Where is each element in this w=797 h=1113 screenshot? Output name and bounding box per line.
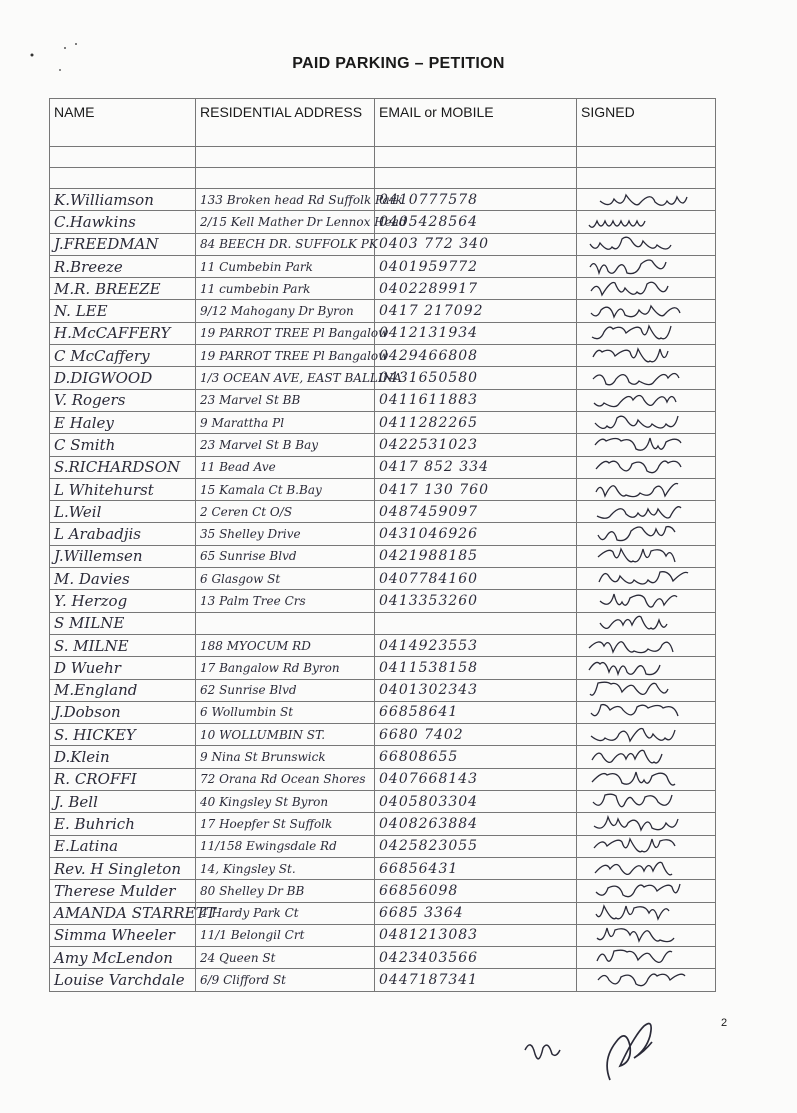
signature-scribble	[581, 435, 709, 455]
margin-signature-scribble	[520, 1010, 680, 1090]
signature-cell	[577, 902, 716, 924]
signatory-name: E. Buhrich	[50, 813, 196, 835]
signature-scribble	[581, 190, 709, 210]
signature-scribble	[581, 702, 709, 722]
signature-scribble	[581, 234, 709, 254]
signature-cell	[577, 634, 716, 656]
signature-cell	[577, 255, 716, 277]
signature-cell	[577, 322, 716, 344]
email-or-mobile: 66856098	[375, 880, 577, 902]
residential-address: 17 Hoepfer St Suffolk	[196, 813, 375, 835]
signature-cell	[577, 880, 716, 902]
residential-address: 62 Sunrise Blvd	[196, 679, 375, 701]
residential-address: 23 Marvel St B Bay	[196, 434, 375, 456]
table-row	[50, 568, 716, 590]
email-or-mobile: 0421988185	[375, 545, 577, 567]
email-or-mobile: 0403 772 340	[375, 233, 577, 255]
residential-address: 6 Glasgow St	[196, 568, 375, 590]
table-row	[50, 278, 716, 300]
signature-scribble	[581, 480, 709, 500]
signature-scribble	[581, 390, 709, 410]
email-or-mobile: 0401302343	[375, 679, 577, 701]
signature-scribble	[581, 948, 709, 968]
signature-scribble	[581, 925, 709, 945]
signature-cell	[577, 523, 716, 545]
email-or-mobile: 0411538158	[375, 657, 577, 679]
table-row	[50, 345, 716, 367]
petition-table	[49, 98, 716, 992]
signature-scribble	[581, 279, 709, 299]
table-row	[50, 701, 716, 723]
signature-scribble	[581, 836, 709, 856]
signature-scribble	[581, 680, 709, 700]
blank-cell	[50, 147, 196, 168]
signatory-name: L Whitehurst	[50, 478, 196, 500]
petition-title: PAID PARKING – PETITION	[292, 55, 505, 72]
table-row	[50, 768, 716, 790]
email-or-mobile: 66858641	[375, 701, 577, 723]
residential-address: 15 Kamala Ct B.Bay	[196, 478, 375, 500]
column-header-contact: EMAIL or MOBILE	[375, 99, 577, 147]
signatory-name: D.Klein	[50, 746, 196, 768]
table-row	[50, 478, 716, 500]
signature-cell	[577, 211, 716, 233]
email-or-mobile: 6680 7402	[375, 724, 577, 746]
signature-scribble	[581, 769, 709, 789]
residential-address: 9/12 Mahogany Dr Byron	[196, 300, 375, 322]
signatory-name: E.Latina	[50, 835, 196, 857]
table-row	[50, 255, 716, 277]
signatory-name: E Haley	[50, 411, 196, 433]
signature-scribble	[581, 903, 709, 923]
table-row	[50, 211, 716, 233]
blank-cell	[577, 147, 716, 168]
residential-address: 84 BEECH DR. SUFFOLK PK	[196, 233, 375, 255]
signature-cell	[577, 411, 716, 433]
email-or-mobile: 66808655	[375, 746, 577, 768]
table-row	[50, 233, 716, 255]
signatory-name: R.Breeze	[50, 255, 196, 277]
table-row	[50, 791, 716, 813]
residential-address: 24 Queen St	[196, 947, 375, 969]
residential-address: 35 Shelley Drive	[196, 523, 375, 545]
blank-cell	[196, 147, 375, 168]
residential-address: 11 Cumbebin Park	[196, 255, 375, 277]
signatory-name: Y. Herzog	[50, 590, 196, 612]
column-header-signed: SIGNED	[577, 99, 716, 147]
email-or-mobile	[375, 612, 577, 634]
table-row	[50, 501, 716, 523]
signatory-name: S.RICHARDSON	[50, 456, 196, 478]
table-row	[50, 835, 716, 857]
residential-address: 72 Orana Rd Ocean Shores	[196, 768, 375, 790]
signatory-name: S. HICKEY	[50, 724, 196, 746]
signature-cell	[577, 300, 716, 322]
signature-cell	[577, 478, 716, 500]
residential-address: 13 Palm Tree Crs	[196, 590, 375, 612]
signature-cell	[577, 456, 716, 478]
residential-address: 188 MYOCUM RD	[196, 634, 375, 656]
signatory-name: N. LEE	[50, 300, 196, 322]
email-or-mobile: 0487459097	[375, 501, 577, 523]
signature-cell	[577, 768, 716, 790]
blank-cell	[50, 168, 196, 189]
signature-cell	[577, 969, 716, 991]
signature-scribble	[581, 301, 709, 321]
table-row	[50, 411, 716, 433]
signature-cell	[577, 278, 716, 300]
residential-address: 11 cumbebin Park	[196, 278, 375, 300]
email-or-mobile: 0414923553	[375, 634, 577, 656]
email-or-mobile: 66856431	[375, 857, 577, 879]
table-row	[50, 947, 716, 969]
signature-scribble	[581, 546, 709, 566]
signatory-name: D Wuehr	[50, 657, 196, 679]
signature-cell	[577, 924, 716, 946]
signature-cell	[577, 568, 716, 590]
signature-cell	[577, 746, 716, 768]
table-row	[50, 657, 716, 679]
petition-rows	[50, 147, 716, 992]
signature-cell	[577, 389, 716, 411]
signature-cell	[577, 434, 716, 456]
signature-cell	[577, 701, 716, 723]
table-row	[50, 189, 716, 211]
table-row	[50, 880, 716, 902]
email-or-mobile: 0429466808	[375, 345, 577, 367]
email-or-mobile: 0425823055	[375, 835, 577, 857]
table-row	[50, 924, 716, 946]
signature-scribble	[581, 970, 709, 990]
residential-address	[196, 612, 375, 634]
signature-cell	[577, 947, 716, 969]
signatory-name: Louise Varchdale	[50, 969, 196, 991]
signatory-name: J.Willemsen	[50, 545, 196, 567]
signatory-name: Rev. H Singleton	[50, 857, 196, 879]
table-row	[50, 456, 716, 478]
signature-scribble	[581, 346, 709, 366]
residential-address: 11 Bead Ave	[196, 456, 375, 478]
email-or-mobile: 0417 217092	[375, 300, 577, 322]
table-row	[50, 590, 716, 612]
email-or-mobile: 0407668143	[375, 768, 577, 790]
signature-cell	[577, 367, 716, 389]
signatory-name: M.R. BREEZE	[50, 278, 196, 300]
table-row	[50, 367, 716, 389]
residential-address: 4 Hardy Park Ct	[196, 902, 375, 924]
residential-address: 40 Kingsley St Byron	[196, 791, 375, 813]
email-or-mobile: 0431046926	[375, 523, 577, 545]
table-row	[50, 545, 716, 567]
signatory-name: D.DIGWOOD	[50, 367, 196, 389]
blank-cell	[375, 168, 577, 189]
signature-scribble	[581, 212, 709, 232]
table-row	[50, 902, 716, 924]
email-or-mobile: 0422531023	[375, 434, 577, 456]
signature-cell	[577, 612, 716, 634]
email-or-mobile: 0411282265	[375, 411, 577, 433]
signatory-name: J. Bell	[50, 791, 196, 813]
signature-cell	[577, 791, 716, 813]
email-or-mobile: 6685 3364	[375, 902, 577, 924]
signature-cell	[577, 724, 716, 746]
email-or-mobile: 0412131934	[375, 322, 577, 344]
email-or-mobile: 0431650580	[375, 367, 577, 389]
email-or-mobile: 0417 130 760	[375, 478, 577, 500]
table-row	[50, 300, 716, 322]
signature-scribble	[581, 792, 709, 812]
residential-address: 65 Sunrise Blvd	[196, 545, 375, 567]
email-or-mobile: 0405428564	[375, 211, 577, 233]
email-or-mobile: 0411611883	[375, 389, 577, 411]
signature-cell	[577, 835, 716, 857]
table-row	[50, 857, 716, 879]
signature-cell	[577, 545, 716, 567]
signature-cell	[577, 657, 716, 679]
signature-cell	[577, 189, 716, 211]
blank-cell	[375, 147, 577, 168]
signatory-name: V. Rogers	[50, 389, 196, 411]
signature-scribble	[581, 859, 709, 879]
signatory-name: Simma Wheeler	[50, 924, 196, 946]
signatory-name: Therese Mulder	[50, 880, 196, 902]
signature-scribble	[581, 502, 709, 522]
signatory-name: AMANDA STARRETT	[50, 902, 196, 924]
email-or-mobile: 0408263884	[375, 813, 577, 835]
table-row	[50, 969, 716, 991]
table-header-row	[50, 99, 716, 147]
signature-cell	[577, 813, 716, 835]
residential-address: 10 WOLLUMBIN ST.	[196, 724, 375, 746]
email-or-mobile: 0413353260	[375, 590, 577, 612]
residential-address: 9 Marattha Pl	[196, 411, 375, 433]
signatory-name: C McCaffery	[50, 345, 196, 367]
email-or-mobile: 0407784160	[375, 568, 577, 590]
signature-scribble	[581, 524, 709, 544]
table-row	[50, 724, 716, 746]
residential-address: 23 Marvel St BB	[196, 389, 375, 411]
signature-scribble	[581, 323, 709, 343]
signatory-name: Amy McLendon	[50, 947, 196, 969]
signatory-name: J.FREEDMAN	[50, 233, 196, 255]
residential-address: 133 Broken head Rd Suffolk Park	[196, 189, 375, 211]
signatory-name: S. MILNE	[50, 634, 196, 656]
signature-scribble	[581, 747, 709, 767]
signature-scribble	[581, 413, 709, 433]
email-or-mobile: 0423403566	[375, 947, 577, 969]
table-row	[50, 612, 716, 634]
column-header-address: RESIDENTIAL ADDRESS	[196, 99, 375, 147]
column-header-name: NAME	[50, 99, 196, 147]
blank-cell	[196, 168, 375, 189]
signatory-name: R. CROFFI	[50, 768, 196, 790]
blank-row	[50, 147, 716, 168]
signature-scribble	[581, 814, 709, 834]
signature-cell	[577, 590, 716, 612]
email-or-mobile: 0447187341	[375, 969, 577, 991]
table-row	[50, 679, 716, 701]
table-row	[50, 322, 716, 344]
residential-address: 17 Bangalow Rd Byron	[196, 657, 375, 679]
signature-cell	[577, 857, 716, 879]
page-number: 2	[721, 1017, 728, 1029]
residential-address: 19 PARROT TREE Pl Bangalow	[196, 345, 375, 367]
residential-address: 1/3 OCEAN AVE, EAST BALLINA	[196, 367, 375, 389]
signatory-name: C.Hawkins	[50, 211, 196, 233]
table-row	[50, 523, 716, 545]
email-or-mobile: 0417 852 334	[375, 456, 577, 478]
signature-scribble	[581, 725, 709, 745]
signatory-name: S MILNE	[50, 612, 196, 634]
signatory-name: J.Dobson	[50, 701, 196, 723]
table-row	[50, 434, 716, 456]
signature-cell	[577, 679, 716, 701]
signature-cell	[577, 501, 716, 523]
email-or-mobile: 0481213083	[375, 924, 577, 946]
blank-cell	[577, 168, 716, 189]
signatory-name: M.England	[50, 679, 196, 701]
table-row	[50, 389, 716, 411]
signature-scribble	[581, 658, 709, 678]
signature-scribble	[581, 591, 709, 611]
email-or-mobile: 0405803304	[375, 791, 577, 813]
table-row	[50, 634, 716, 656]
residential-address: 11/158 Ewingsdale Rd	[196, 835, 375, 857]
signatory-name: L.Weil	[50, 501, 196, 523]
signature-scribble	[581, 636, 709, 656]
signatory-name: H.McCAFFERY	[50, 322, 196, 344]
signature-scribble	[581, 368, 709, 388]
signature-cell	[577, 345, 716, 367]
signature-scribble	[581, 569, 709, 589]
residential-address: 80 Shelley Dr BB	[196, 880, 375, 902]
signature-scribble	[581, 257, 709, 277]
signature-cell	[577, 233, 716, 255]
signatory-name: C Smith	[50, 434, 196, 456]
signature-scribble	[581, 881, 709, 901]
residential-address: 11/1 Belongil Crt	[196, 924, 375, 946]
signatory-name: L Arabadjis	[50, 523, 196, 545]
residential-address: 6 Wollumbin St	[196, 701, 375, 723]
signatory-name: K.Williamson	[50, 189, 196, 211]
blank-row	[50, 168, 716, 189]
signature-scribble	[581, 613, 709, 633]
email-or-mobile: 0401959772	[375, 255, 577, 277]
residential-address: 6/9 Clifford St	[196, 969, 375, 991]
residential-address: 19 PARROT TREE Pl Bangalow	[196, 322, 375, 344]
table-row	[50, 813, 716, 835]
residential-address: 9 Nina St Brunswick	[196, 746, 375, 768]
signature-scribble	[581, 457, 709, 477]
residential-address: 2 Ceren Ct O/S	[196, 501, 375, 523]
email-or-mobile: 0410777578	[375, 189, 577, 211]
signatory-name: M. Davies	[50, 568, 196, 590]
residential-address: 2/15 Kell Mather Dr Lennox Head	[196, 211, 375, 233]
email-or-mobile: 0402289917	[375, 278, 577, 300]
table-row	[50, 746, 716, 768]
residential-address: 14, Kingsley St.	[196, 857, 375, 879]
